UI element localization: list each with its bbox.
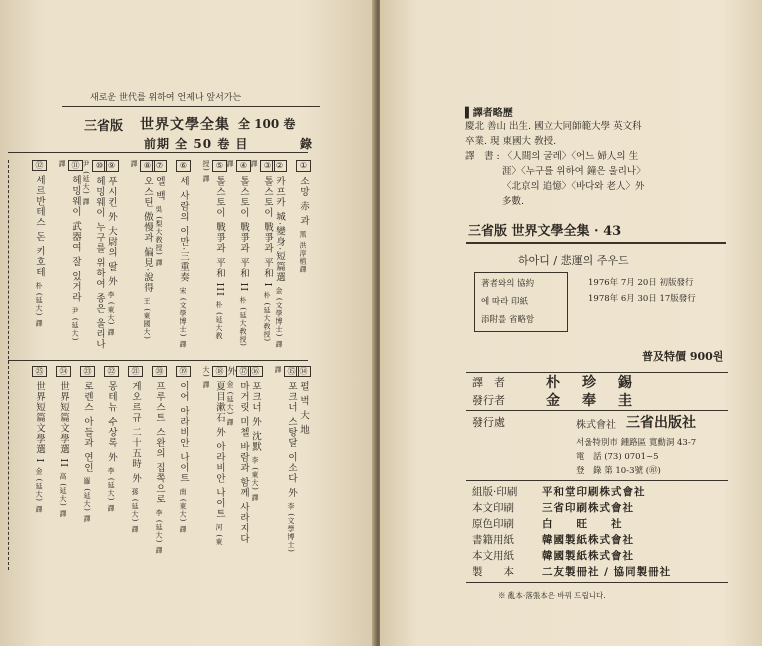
entry-title: 헤밍웨이 武器여 잘 있거라 (70, 175, 81, 303)
series-line: 三省版 世界文學全集 · 43 (468, 224, 622, 239)
entry-number: ㉑ (128, 366, 143, 377)
entry-number: ① (296, 160, 311, 172)
entry-translator: 尹 (延大) 譯 (82, 160, 90, 206)
bio-line: 〈北京의 追憶〉〈바다와 老人〉外 (502, 181, 645, 192)
catalog-entry (296, 160, 311, 350)
entry-number: ⑦ (152, 160, 167, 172)
entry-number: ㉔ (56, 366, 71, 377)
entry-title: 몽테뉴 수상록 外 (106, 381, 117, 463)
credit-company: 二友製冊社 / 協同製冊社 (542, 566, 672, 578)
credit-company: 白 旺 社 (542, 518, 623, 530)
entry-translator: 孫 (延大) 譯 (131, 487, 139, 534)
entry-title: 世界短篇文學選 I (34, 381, 45, 464)
entry-translator: 朴 (延大敎授) 譯 (250, 160, 271, 343)
divider-footer (466, 582, 728, 583)
translator-name: 朴 珍 錫 (546, 375, 636, 391)
stamp-line-3: 添附를 省略함 (481, 315, 535, 325)
bio-line: 慶北 善山 出生. 國立大同師範大學 英文科 (465, 121, 642, 132)
entry-number: ㉒ (104, 366, 119, 377)
entry-translator: 朴 (延大敎授) 譯 (226, 160, 247, 347)
entry-number: ㉕ (32, 366, 47, 377)
entry-number: ⑫ (32, 160, 47, 171)
entry-translator: 李 (延大) 譯 (155, 508, 163, 555)
print-date-2: 1978年 6月 30日 17版發行 (588, 294, 696, 304)
entry-title: 게오르규 二十五時 外 (130, 381, 141, 484)
catalog-entry (224, 366, 251, 556)
right-page (380, 0, 762, 646)
credit-row (472, 532, 634, 547)
catalog-heading: 前期 全 50 卷 目 (144, 137, 249, 151)
series-total: 全 100 卷 (238, 117, 296, 131)
catalog-entry (176, 366, 191, 556)
entry-number: ⑱ (212, 366, 227, 377)
entry-title: 마거릿 미첼 바람과 함께 사라지다 外 (225, 366, 249, 545)
divider-top (62, 106, 320, 107)
catalog-entry (80, 366, 95, 556)
bio-line: 卒業. 現 東國大 敎授. (465, 136, 557, 147)
entry-title: 포크너 外 沈默 (250, 381, 261, 453)
credit-role: 書籍用紙 (472, 534, 514, 546)
credit-row (472, 500, 634, 515)
entry-translator: 河 (東大) 譯 (202, 366, 223, 547)
entry-title: 포크너 스탕달 이소다 外 (286, 381, 297, 499)
catalog-entry (272, 366, 299, 556)
entry-translator: 朴 (延大) 譯 (35, 281, 43, 328)
credit-role: 製 本 (472, 566, 514, 578)
slogan: 새로운 世代를 위하여 언제나 앞서가는 (90, 93, 242, 103)
bio-line: 譯 書 : 〈人間의 굴레〉〈어느 婦人의 生 (465, 151, 639, 162)
entry-translator: 宋 (文學博士) 譯 (179, 286, 187, 349)
credit-company: 韓國製紙株式會社 (542, 550, 634, 562)
entry-title: 프루스트 스완의 집쪽으로 (154, 381, 165, 505)
entry-translator: 李 (東大) 譯 (251, 456, 259, 503)
credit-row (472, 564, 671, 579)
print-date-1: 1976年 7月 20日 初版發行 (588, 278, 694, 288)
entry-title: 세르반테스 돈 키호테 (34, 175, 45, 278)
entry-title: 푸시킨 外 大尉의 딸 外 (106, 176, 117, 287)
credit-company: 韓國製紙株式會社 (542, 534, 634, 546)
entry-number: ㉓ (80, 366, 95, 377)
bio-line: 涯〉〈누구를 위하여 鐘은 울리나〉 (502, 166, 646, 177)
entry-number: ⑤ (212, 160, 227, 172)
credit-row (472, 548, 634, 563)
divider-mid (8, 152, 308, 153)
credit-role: 本文用紙 (472, 550, 514, 562)
entry-number: ④ (236, 160, 251, 172)
stamp-line-2: 에 따라 印紙 (481, 297, 529, 307)
entry-title: 톨스토이 戰爭과 平和 III (214, 176, 225, 297)
catalog-entry (176, 160, 191, 350)
credit-company: 平和堂印刷株式會社 (542, 486, 646, 498)
entry-translator: 金 (文學博士) 譯 (275, 286, 283, 349)
entry-translator: 吳 (梨大敎授) 譯 (155, 205, 163, 268)
credit-company: 三省印刷株式會社 (542, 502, 634, 514)
credit-role: 原色印刷 (472, 518, 514, 530)
entry-translator: 朴 (延大敎授) 譯 (202, 160, 223, 340)
left-page (0, 0, 376, 646)
catalog-entry (152, 366, 167, 556)
catalog-entry (32, 366, 47, 556)
book-title: 하아디 / 悲運의 주우드 (518, 254, 629, 267)
divider-between (8, 360, 308, 361)
entry-number: ③ (260, 160, 275, 172)
series-publisher: 三省版 (84, 119, 124, 134)
footer-note: ※ 亂本·落張本은 바꿔 드립니다. (498, 591, 606, 600)
catalog-suffix: 錄 (300, 137, 313, 151)
office-company-type: 株式會社 (576, 420, 616, 431)
entry-title: 세 사람의 이만·三重奏 (178, 176, 189, 283)
catalog-entry (200, 366, 227, 556)
entry-title: 펄 벅 大 地 (298, 381, 309, 436)
dashed-border (8, 160, 9, 570)
entry-number: ⑰ (236, 366, 251, 377)
catalog-entry (248, 160, 275, 350)
entry-title: 엘 백 (154, 176, 165, 202)
entry-number: ⑨ (104, 160, 119, 172)
entry-number: ⑧ (140, 160, 155, 172)
entry-number: ⑯ (248, 366, 263, 377)
seal-stamp-box (474, 272, 568, 332)
catalog-entry (128, 366, 143, 556)
entry-translator: 黑 洪淳植譯 (299, 230, 307, 274)
entry-translator: 金 (延大) 譯 (226, 380, 234, 427)
credit-role: 本文印刷 (472, 502, 514, 514)
entry-translator: 南 (東大) 譯 (179, 487, 187, 534)
entry-translator: 羅 (延大) 譯 (83, 477, 91, 524)
entry-number: ② (272, 160, 287, 172)
office-label: 發行處 (472, 416, 505, 429)
divider-series (466, 242, 726, 244)
translator-bio-heading: ▌譯者略歷 (465, 108, 513, 119)
publisher-label: 發行者 (472, 394, 505, 407)
entry-translator: 李 (文學博士) 譯 (274, 366, 295, 553)
catalog-entry (80, 160, 107, 350)
catalog-entry (56, 366, 71, 556)
catalog-entry (104, 366, 119, 556)
stamp-line-1: 著者와의 協約 (481, 279, 535, 289)
entry-number: ⑩ (92, 160, 107, 172)
entry-number: ⑪ (68, 160, 83, 171)
entry-title: 카프카 城·變身·短篇選 (274, 176, 285, 283)
entry-translator: 李 (延大) 譯 (107, 466, 115, 513)
divider-office (466, 480, 728, 481)
entry-title: 世界短篇文學選 II (58, 381, 69, 469)
catalog-entry (224, 160, 251, 350)
entry-translator: 高 (延大) 譯 (59, 472, 67, 519)
catalog-entry (200, 160, 227, 350)
bio-line: 多數. (502, 196, 525, 207)
office-name: 三省出版社 (626, 415, 696, 431)
credit-row (472, 484, 646, 499)
catalog-entry (56, 160, 83, 350)
entry-number: ⑳ (152, 366, 167, 377)
entry-translator: 金 (延大) 譯 (35, 467, 43, 514)
entry-number: ⑥ (176, 160, 191, 172)
entry-title: 소망 赤 과 (298, 176, 309, 227)
entry-translator: 李 (東大) 譯 (107, 290, 115, 337)
credit-row (472, 516, 623, 531)
entry-title: 톨스토이 戰爭과 平和 I (262, 176, 273, 288)
entry-number: ⑲ (176, 366, 191, 377)
price: 普及特價 900원 (642, 350, 724, 363)
phone: 電 話 (73) 0701~5 (576, 452, 659, 462)
entry-title: 오스틴 傲慢과 偏見·說得 (142, 176, 153, 294)
series-title: 世界文學全集 (140, 117, 230, 133)
entry-title: 톨스토이 戰爭과 平和 II (238, 176, 249, 293)
entry-title: 헤밍웨이 누구를 위하여 종은 울리나 (94, 176, 105, 350)
divider-people (466, 410, 728, 411)
catalog-entry (32, 160, 47, 350)
entry-title: 로렌스 아들과 연인 (82, 381, 93, 474)
publisher-name: 金 奉 圭 (546, 393, 636, 409)
entry-translator: 尹 (延大) 譯 (58, 160, 79, 342)
catalog-entry (128, 160, 155, 350)
entry-number: ⑮ (284, 366, 299, 377)
address: 서울特別市 鍾路區 寬勳洞 43-7 (576, 438, 697, 448)
entry-number: ⑭ (296, 366, 311, 377)
registration: 登 錄 第 10-3號 (㊞) (576, 466, 661, 476)
entry-title: 夏目漱石 外 아라비안 나이트 (214, 381, 225, 520)
translator-label: 譯 者 (472, 376, 505, 389)
credit-role: 組版·印刷 (472, 486, 518, 498)
entry-translator: 王 (東國大) 譯 (130, 160, 151, 340)
entry-title: 이어 아라비안 나이트 (178, 381, 189, 484)
